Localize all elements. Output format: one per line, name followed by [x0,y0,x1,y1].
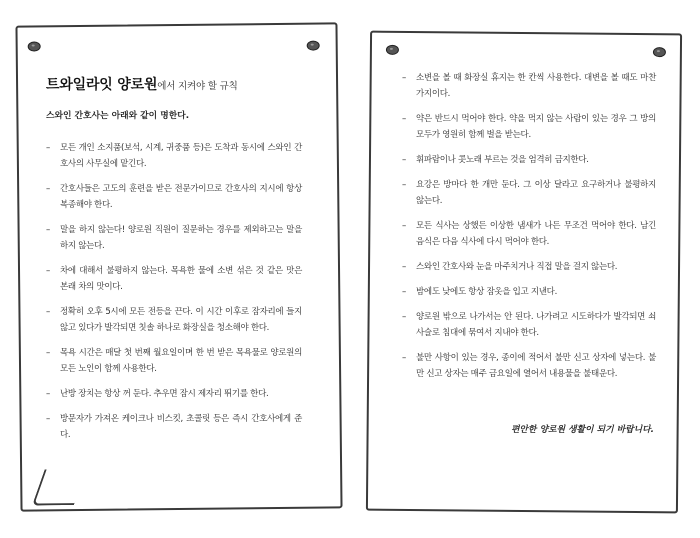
rule-item [46,181,302,213]
rule-text: 정확히 오후 5시에 모든 전등을 끈다. 이 시간 이후로 잠자리에 들지 않고 있다가 발각되면 칫솔 하나로 화장실을 청소해야 한다. [60,307,302,333]
rules-title [46,74,326,94]
closing-message: 편안한 양로원 생활이 되기 바랍니다. [510,425,654,435]
rule-text: 모든 개인 소지품(보석, 시계, 귀중품 등)은 도착과 동시에 스와인 간호사의 사무실에 맡긴다. [60,143,302,169]
dash-bullet-icon: – [46,414,50,424]
rule-item [402,70,656,102]
rule-text: 차에 대해서 불평하지 않는다. 목욕한 물에 소변 섞은 것 같은 맛은 본래 차의 맛이다. [60,266,302,292]
rule-text: 소변을 볼 때 화장실 휴지는 한 칸씩 사용한다. 대변을 볼 때도 마찬가지이다. [416,73,656,99]
dash-bullet-icon: – [402,287,406,297]
rule-item [46,222,302,254]
rule-item [46,304,302,336]
rule-item [46,263,302,295]
rule-text: 간호사들은 고도의 훈련을 받은 전문가이므로 간호사의 지시에 항상 복종해야 한다. [60,184,302,210]
rule-text: 휘파람이나 콧노래 부르는 것을 엄격히 금지한다. [416,155,589,165]
rule-text: 약은 반드시 먹어야 한다. 약을 먹지 않는 사람이 있는 경우 그 방의 모두가 영원히 함께 벌을 받는다. [416,114,656,140]
page-curl-icon [32,469,87,506]
rule-text: 불만 사항이 있는 경우, 종이에 적어서 불만 신고 상자에 넣는다. 불만 신고 상자는 매주 금요일에 열어서 내용물을 불태운다. [416,353,656,379]
title-nursing-home-name: 트와일라잇 양로원 [46,77,158,93]
dash-bullet-icon: – [402,312,406,322]
dash-bullet-icon: – [46,225,50,235]
rule-text: 말을 하지 않는다! 양로원 직원이 질문하는 경우를 제외하고는 말을 하지 않는다. [60,225,302,251]
rule-item [46,345,302,377]
dash-bullet-icon: – [46,389,50,399]
pin-icon [653,47,666,57]
left-rules-list [46,140,302,452]
rule-item [46,411,302,443]
title-rest: 에서 지켜야 할 규칙 [157,81,238,92]
rule-text: 난방 장치는 항상 꺼 둔다. 추우면 잠시 제자리 뛰기를 한다. [60,389,269,399]
rule-item [46,386,302,402]
dash-bullet-icon: – [46,266,50,276]
rule-item [402,177,656,209]
dash-bullet-icon: – [402,221,406,231]
rules-subtitle: 스와인 간호사는 아래와 같이 명한다. [46,111,190,121]
rule-text: 스와인 간호사와 눈을 마주치거나 직접 말을 걸지 않는다. [416,262,618,272]
pin-icon [386,45,399,55]
dash-bullet-icon: – [46,184,50,194]
pin-icon [307,41,320,51]
dash-bullet-icon: – [46,348,50,358]
rule-text: 밤에도 낮에도 항상 잠옷을 입고 지낸다. [416,287,557,297]
rule-text: 방문자가 가져온 케이크나 비스킷, 초콜릿 등은 즉시 간호사에게 준다. [60,414,302,440]
dash-bullet-icon: – [46,143,50,153]
rule-item [402,309,656,341]
rule-item [402,152,656,168]
rule-text: 모든 식사는 상했든 이상한 냄새가 나든 무조건 먹어야 한다. 남긴 음식은 다음 식사에 다시 먹어야 한다. [416,221,656,247]
dash-bullet-icon: – [402,114,406,124]
dash-bullet-icon: – [402,155,406,165]
dash-bullet-icon: – [402,262,406,272]
dash-bullet-icon: – [402,180,406,190]
rule-item [402,284,656,300]
dash-bullet-icon: – [402,73,406,83]
right-rules-list [402,70,656,391]
rule-text: 목욕 시간은 매달 첫 번째 월요일이며 한 번 받은 목욕물로 양로원의 모든 노인이 함께 사용한다. [60,348,302,374]
rule-item [46,140,302,172]
rule-item [402,111,656,143]
dash-bullet-icon: – [46,307,50,317]
rule-text: 양로원 밖으로 나가서는 안 된다. 나가려고 시도하다가 발각되면 쇠사슬로 침대에 묶여서 지내야 한다. [416,312,656,338]
pin-icon [28,41,41,51]
rule-item [402,350,656,382]
rule-text: 요강은 방마다 한 개만 둔다. 그 이상 달라고 요구하거나 불평하지 않는다. [416,180,656,206]
dash-bullet-icon: – [402,353,406,363]
rule-item [402,259,656,275]
rule-item [402,218,656,250]
